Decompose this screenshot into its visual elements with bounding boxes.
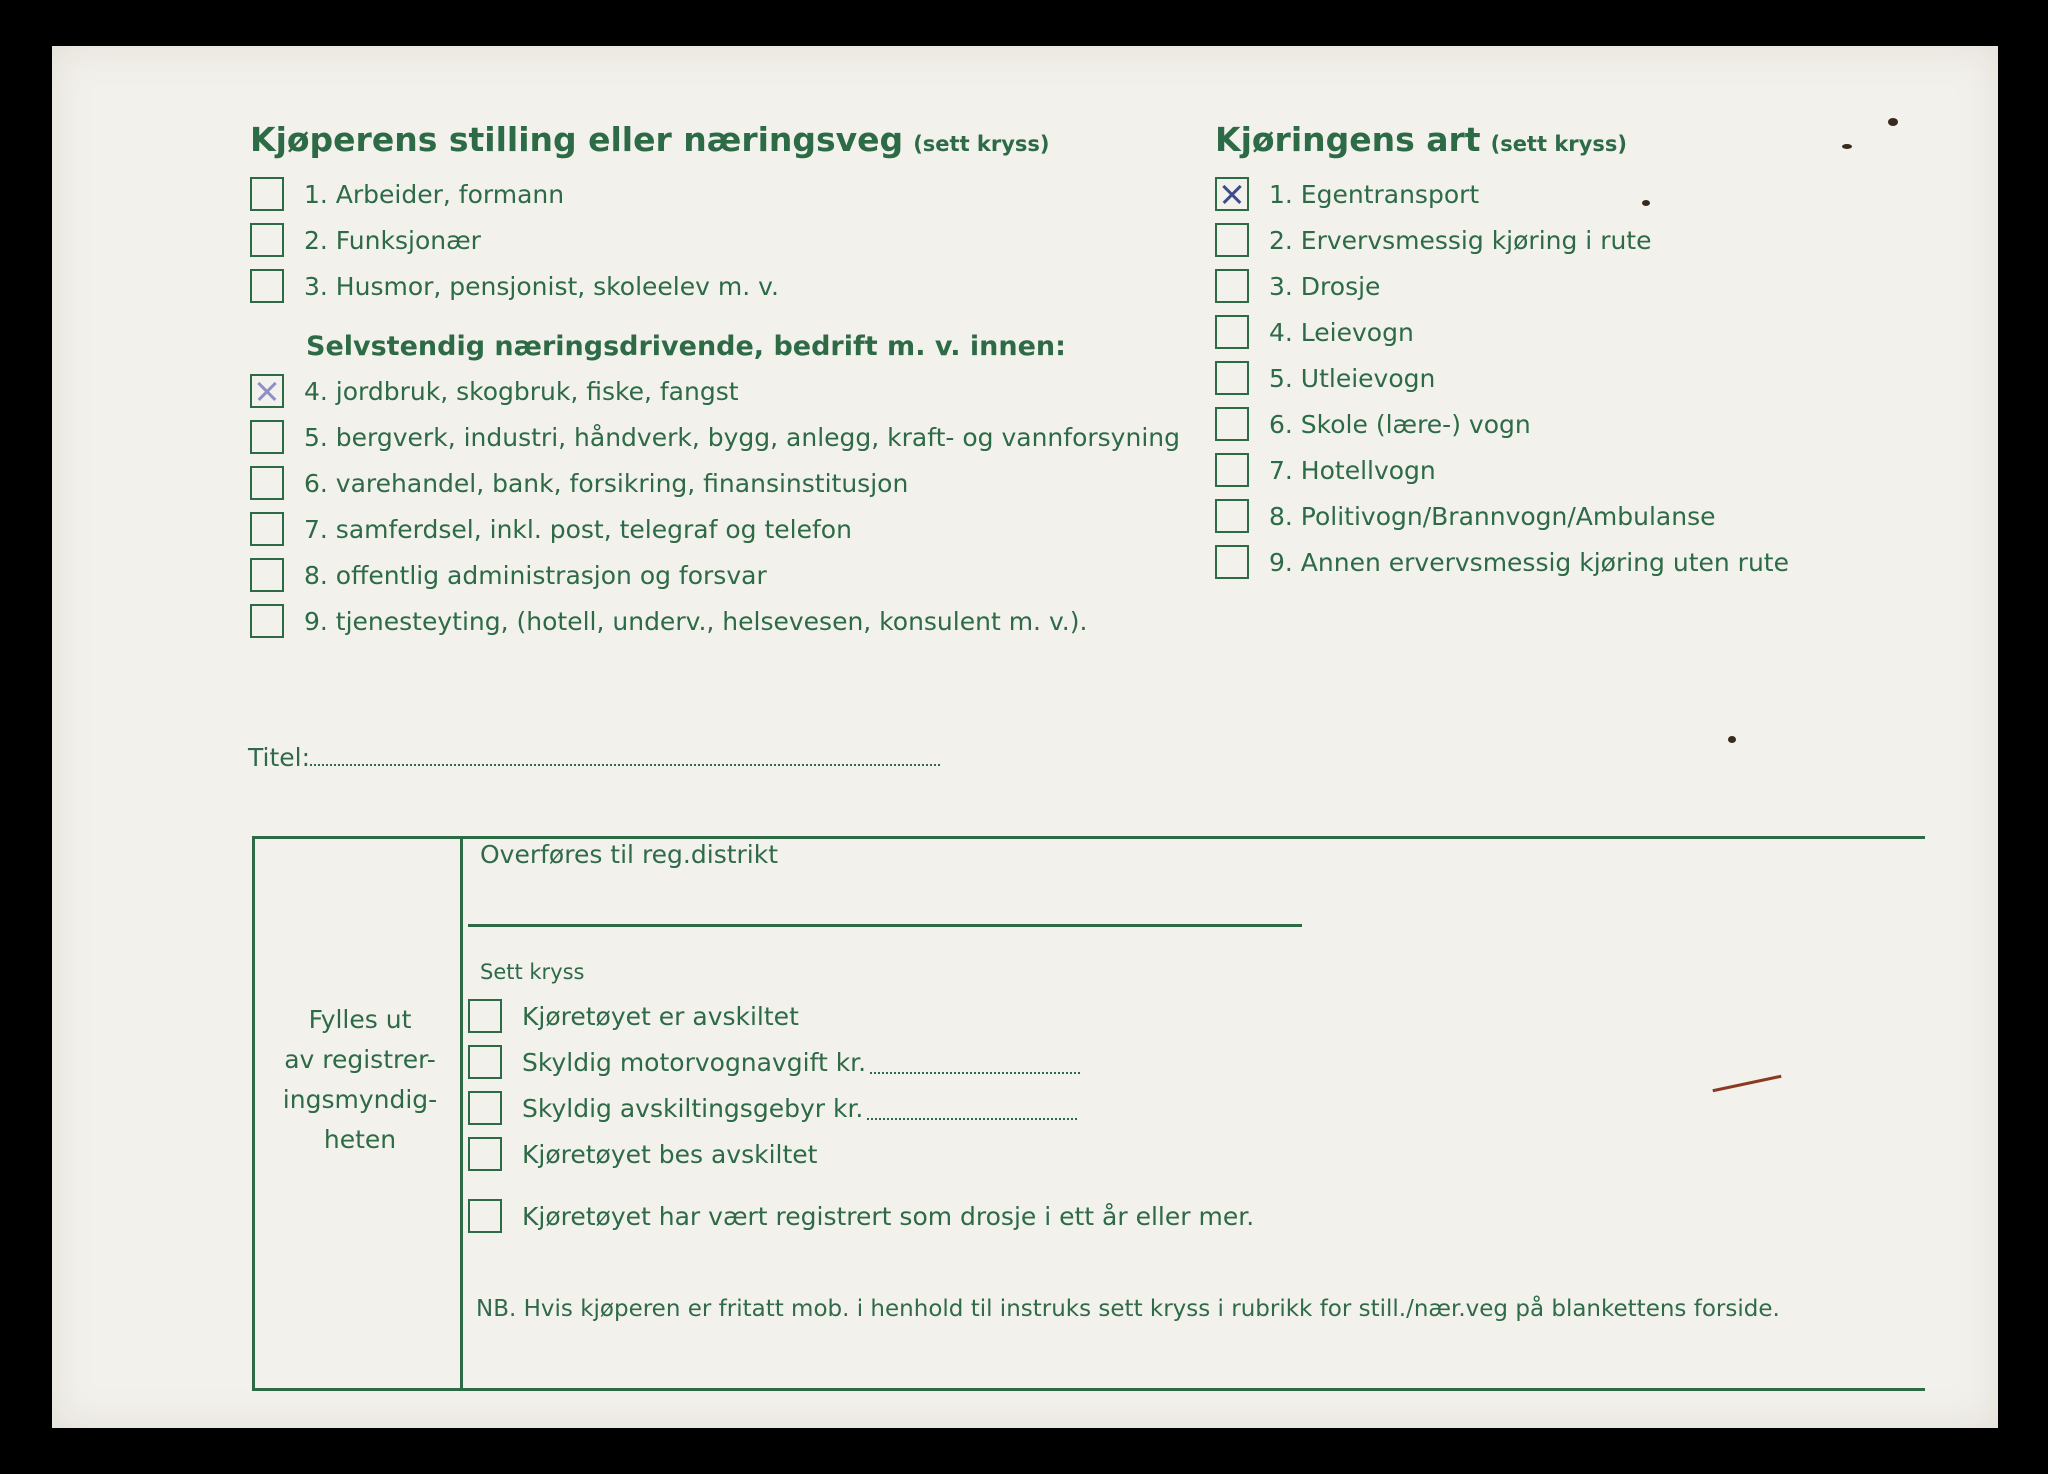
ink-speck xyxy=(1888,118,1898,126)
checkbox[interactable] xyxy=(468,1045,502,1079)
driving-type-item-label: 2. Ervervsmessig kjøring i rute xyxy=(1269,225,1652,255)
occupation-item-row xyxy=(250,601,1087,641)
driving-type-item-label: 7. Hotellvogn xyxy=(1269,455,1436,485)
driving-type-item-label: 4. Leievogn xyxy=(1269,317,1414,347)
checkbox[interactable] xyxy=(250,177,284,211)
registry-side-label xyxy=(262,1000,458,1160)
titel-row xyxy=(248,742,940,772)
occupation-item-label: 5. bergverk, industri, håndverk, bygg, anlegg, kraft- og vannforsyning xyxy=(304,422,1180,452)
checkbox[interactable] xyxy=(250,374,284,408)
occupation-item-row xyxy=(250,220,481,260)
checkbox[interactable] xyxy=(1215,545,1249,579)
self-employed-subheading: Selvstendig næringsdrivende, bedrift m. v. innen: xyxy=(306,331,1066,362)
ink-stroke xyxy=(1712,1075,1781,1092)
checkbox[interactable] xyxy=(468,1091,502,1125)
driving-type-item-label: 9. Annen ervervsmessig kjøring uten rute xyxy=(1269,547,1789,577)
occupation-item-row xyxy=(250,417,1180,457)
driving-type-item-label: 8. Politivogn/Brannvogn/Ambulanse xyxy=(1269,501,1716,531)
driving-type-item-row xyxy=(1215,450,1436,490)
driving-type-item-row xyxy=(1215,266,1380,306)
driving-type-item-row xyxy=(1215,174,1479,214)
occupation-item-label: 9. tjenesteyting, (hotell, underv., helsevesen, konsulent m. v.). xyxy=(304,606,1088,636)
left-heading-title: Kjøperens stilling eller næringsveg xyxy=(250,120,904,159)
driving-type-item-label: 3. Drosje xyxy=(1269,271,1381,301)
registry-check-label: Skyldig motorvognavgift kr. xyxy=(522,1047,867,1077)
driving-type-item-row xyxy=(1215,542,1789,582)
amount-field[interactable] xyxy=(867,1096,1077,1120)
checkbox[interactable] xyxy=(468,1137,502,1171)
registry-check-label: Kjøretøyet bes avskiltet xyxy=(522,1139,818,1169)
registry-box-left-border xyxy=(252,836,255,1391)
right-heading-note: (sett kryss) xyxy=(1490,132,1627,156)
checkbox[interactable] xyxy=(1215,269,1249,303)
checkbox[interactable] xyxy=(250,223,284,257)
registry-check-row xyxy=(468,996,799,1036)
left-heading xyxy=(250,120,1050,159)
occupation-item-row xyxy=(250,371,739,411)
registry-check-row xyxy=(468,1042,1080,1082)
drosje-check-label: Kjøretøyet har vært registrert som drosje i ett år eller mer. xyxy=(522,1201,1255,1231)
checkbox[interactable] xyxy=(250,269,284,303)
checkbox[interactable] xyxy=(468,1199,502,1233)
occupation-item-label: 4. jordbruk, skogbruk, fiske, fangst xyxy=(304,376,739,406)
occupation-item-label: 7. samferdsel, inkl. post, telegraf og telefon xyxy=(304,514,852,544)
sett-kryss-label: Sett kryss xyxy=(480,960,585,984)
checkbox[interactable] xyxy=(1215,407,1249,441)
side-label-line: heten xyxy=(323,1125,397,1154)
driving-type-item-label: 1. Egentransport xyxy=(1269,179,1480,209)
ink-speck xyxy=(1642,200,1650,206)
titel-field[interactable] xyxy=(310,742,940,766)
checkbox[interactable] xyxy=(1215,177,1249,211)
registry-check-row xyxy=(468,1134,817,1174)
occupation-item-row xyxy=(250,509,852,549)
transfer-label: Overføres til reg.distrikt xyxy=(480,840,779,869)
ink-speck xyxy=(1842,144,1852,149)
occupation-item-label: 1. Arbeider, formann xyxy=(304,179,565,209)
right-heading xyxy=(1215,120,1627,159)
occupation-item-label: 3. Husmor, pensjonist, skoleelev m. v. xyxy=(304,271,779,301)
checkbox[interactable] xyxy=(250,466,284,500)
driving-type-item-row xyxy=(1215,358,1435,398)
registry-box-top-border xyxy=(252,836,1925,839)
registry-box-divider xyxy=(460,836,463,1391)
driving-type-item-row xyxy=(1215,312,1414,352)
driving-type-item-label: 6. Skole (lære-) vogn xyxy=(1269,409,1531,439)
side-label-line: av registrer- xyxy=(284,1045,436,1074)
occupation-item-row xyxy=(250,463,908,503)
checkbox[interactable] xyxy=(250,420,284,454)
form-page xyxy=(52,46,1998,1428)
checkbox[interactable] xyxy=(1215,499,1249,533)
occupation-item-label: 8. offentlig administrasjon og forsvar xyxy=(304,560,767,590)
checkbox[interactable] xyxy=(1215,453,1249,487)
checkbox[interactable] xyxy=(250,512,284,546)
registry-box-bottom-border xyxy=(252,1388,1925,1391)
checkbox[interactable] xyxy=(1215,223,1249,257)
registry-check-label: Skyldig avskiltingsgebyr kr. xyxy=(522,1093,864,1123)
checkbox[interactable] xyxy=(250,604,284,638)
occupation-item-label: 2. Funksjonær xyxy=(304,225,481,255)
drosje-check-row xyxy=(468,1196,1254,1236)
side-label-line: Fylles ut xyxy=(308,1005,412,1034)
driving-type-item-row xyxy=(1215,220,1652,260)
driving-type-item-row xyxy=(1215,404,1531,444)
occupation-item-row xyxy=(250,266,779,306)
right-heading-title: Kjøringens art xyxy=(1215,120,1481,159)
titel-label: Titel: xyxy=(248,743,310,772)
occupation-item-row xyxy=(250,555,767,595)
occupation-item-label: 6. varehandel, bank, forsikring, finansinstitusjon xyxy=(304,468,909,498)
registry-check-row xyxy=(468,1088,1077,1128)
checkbox[interactable] xyxy=(1215,361,1249,395)
checkbox[interactable] xyxy=(1215,315,1249,349)
registry-check-label: Kjøretøyet er avskiltet xyxy=(522,1001,799,1031)
occupation-item-row xyxy=(250,174,564,214)
checkbox[interactable] xyxy=(468,999,502,1033)
side-label-line: ingsmyndig- xyxy=(282,1085,438,1114)
checkbox[interactable] xyxy=(250,558,284,592)
driving-type-item-row xyxy=(1215,496,1716,536)
amount-field[interactable] xyxy=(870,1050,1080,1074)
ink-speck xyxy=(1728,736,1736,743)
nb-note: NB. Hvis kjøperen er fritatt mob. i henhold til instruks sett kryss i rubrikk for still./nær.veg på blankettens forside. xyxy=(476,1296,1780,1322)
transfer-field-line[interactable] xyxy=(468,924,1302,927)
left-heading-note: (sett kryss) xyxy=(913,132,1050,156)
driving-type-item-label: 5. Utleievogn xyxy=(1269,363,1436,393)
